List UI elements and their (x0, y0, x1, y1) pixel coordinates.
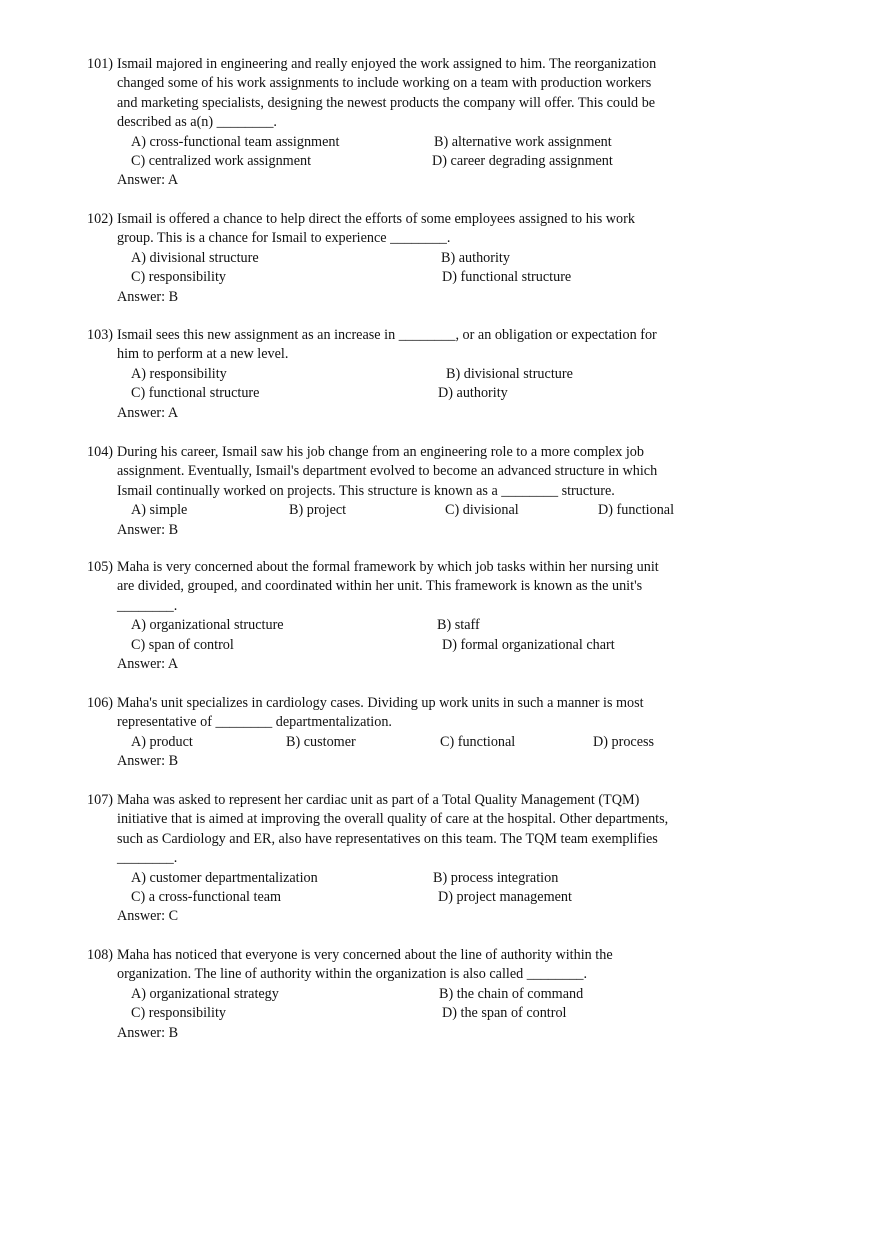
options-row (131, 501, 687, 520)
option-a: A) organizational strategy (131, 985, 279, 1002)
option-c: C) responsibility (131, 1005, 226, 1022)
option-b: B) alternative work assignment (434, 133, 612, 150)
option-c: C) span of control (131, 636, 234, 653)
option-d: D) process (593, 733, 655, 750)
option-c: C) divisional (445, 502, 519, 519)
option-b: B) divisional structure (446, 365, 573, 382)
question-number: 106) (87, 695, 114, 711)
option-d: D) project management (438, 889, 572, 906)
question-number: 107) (87, 792, 114, 808)
question-number: 101) (87, 56, 114, 72)
options-row (131, 133, 687, 152)
option-b: B) the chain of command (439, 985, 584, 1002)
question-text: Maha was asked to represent her cardiac unit as part of a Total Quality Management (TQM) initiative that is aimed at improving the overall quality of care at the hospital. Other departments, such as Cardiology and ER, also have representatives on this team. The TQM team exemplifies ________. (117, 792, 669, 867)
answer: Answer: B (117, 288, 179, 305)
question-text: Maha's unit specializes in cardiology cases. Dividing up work units in such a manner is most representative of ________ departmentalization. (117, 695, 644, 731)
answer: Answer: A (117, 172, 179, 189)
option-c: C) a cross-functional team (131, 889, 282, 906)
question-stem (87, 443, 687, 501)
question-number: 102) (87, 211, 114, 227)
options-row (131, 365, 687, 384)
option-a: A) cross-functional team assignment (131, 133, 340, 150)
option-c: C) responsibility (131, 269, 226, 286)
question-number: 105) (87, 559, 114, 575)
question-103 (87, 326, 687, 423)
option-a: A) responsibility (131, 365, 227, 382)
question-number: 104) (87, 444, 114, 460)
question-text: Maha has noticed that everyone is very concerned about the line of authority within the organization. The line of authority within the organization is also called ________. (117, 947, 613, 983)
question-101 (87, 55, 687, 191)
option-a: A) divisional structure (131, 249, 259, 266)
option-b: B) authority (441, 249, 510, 266)
option-a: A) product (131, 733, 193, 750)
option-b: B) project (289, 502, 347, 519)
question-106 (87, 694, 687, 772)
options-row (131, 985, 687, 1004)
question-107 (87, 791, 687, 927)
answer: Answer: B (117, 1024, 179, 1041)
options-row (131, 636, 687, 655)
options-row (131, 249, 687, 268)
question-102 (87, 210, 687, 307)
option-c: C) centralized work assignment (131, 153, 312, 170)
option-d: D) career degrading assignment (432, 153, 613, 170)
answer: Answer: B (117, 521, 179, 538)
option-d: D) the span of control (442, 1005, 567, 1022)
answer: Answer: B (117, 753, 179, 770)
question-108 (87, 946, 687, 1043)
question-text: During his career, Ismail saw his job change from an engineering role to a more complex job assignment. Eventually, Ismail's department evolved to become an advanced structure in which Ismail continually worked on projects. This structure is known as a ________ structure. (117, 444, 658, 499)
options-row (131, 152, 687, 171)
option-a: A) organizational structure (131, 617, 284, 634)
question-105 (87, 558, 687, 674)
options-row (131, 888, 687, 907)
option-d: D) authority (438, 385, 508, 402)
question-stem (87, 326, 687, 365)
options-row (131, 1004, 687, 1023)
options-row (131, 616, 687, 635)
question-stem (87, 946, 687, 985)
option-b: B) staff (437, 617, 480, 634)
option-d: D) functional structure (442, 269, 572, 286)
question-number: 108) (87, 947, 114, 963)
answer: Answer: A (117, 656, 179, 672)
option-a: A) simple (131, 502, 188, 519)
question-stem (87, 210, 687, 249)
options-row (131, 384, 687, 403)
answer: Answer: C (117, 908, 179, 925)
question-number: 103) (87, 327, 114, 343)
question-104 (87, 443, 687, 540)
question-stem (87, 558, 687, 616)
option-b: B) process integration (433, 869, 559, 886)
options-row (131, 869, 687, 888)
option-d: D) formal organizational chart (442, 636, 615, 653)
option-c: C) functional structure (131, 385, 260, 402)
question-text: Ismail sees this new assignment as an increase in ________, or an obligation or expectation for him to perform at a new level. (117, 327, 657, 363)
question-text: Ismail is offered a chance to help direct the efforts of some employees assigned to his work group. This is a chance for Ismail to experience ________. (117, 211, 635, 247)
option-d: D) functional (598, 502, 675, 519)
options-row (131, 268, 687, 287)
option-a: A) customer departmentalization (131, 869, 318, 886)
question-text: Ismail majored in engineering and really enjoyed the work assigned to him. The reorganization changed some of his work assignments to include working on a team with production workers and marketing specialists, designing the newest products the company will offer. This could be described as a(n) ________. (117, 56, 657, 131)
option-b: B) customer (286, 733, 356, 750)
question-stem (87, 55, 687, 133)
option-c: C) functional (440, 733, 516, 750)
question-stem (87, 694, 687, 733)
options-row (131, 733, 687, 752)
answer: Answer: A (117, 404, 179, 421)
question-stem (87, 791, 687, 869)
question-text: Maha is very concerned about the formal framework by which job tasks within her nursing unit are divided, grouped, and coordinated within her unit. This framework is known as the unit's ________. (117, 559, 659, 614)
